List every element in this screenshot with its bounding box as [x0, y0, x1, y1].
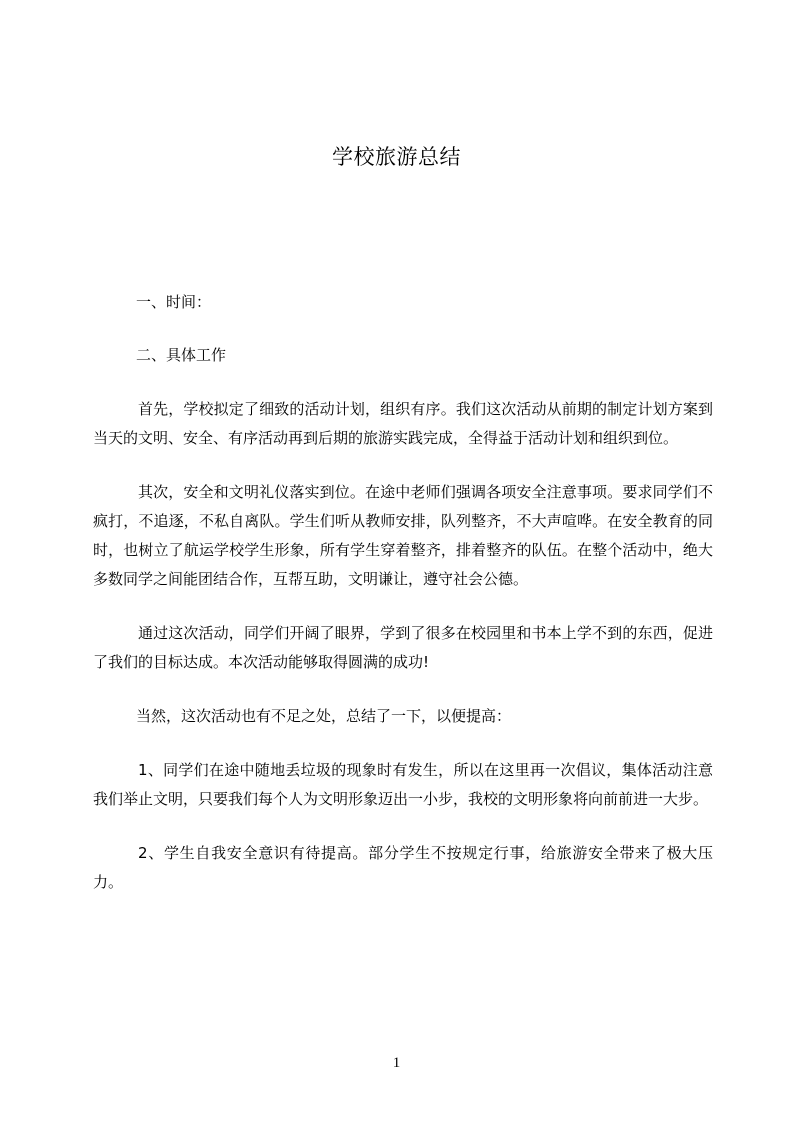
document-title: 学校旅游总结: [332, 145, 461, 169]
paragraph-shortcoming-1: 1、同学们在途中随地丢垃圾的现象时有发生，所以在这里再一次倡议，集体活动注意我们举止文明，只要我们每个人为文明形象迈出一小步，我校的文明形象将向前前进一大步。: [93, 761, 713, 808]
paragraph-planning: 首先，学校拟定了细致的活动计划，组织有序。我们这次活动从前期的制定计划方案到当天的文明、安全、有序活动再到后期的旅游实践完成，全得益于活动计划和组织到位。: [93, 400, 713, 447]
paragraph-safety-etiquette: 其次，安全和文明礼仪落实到位。在途中老师们强调各项安全注意事项。要求同学们不疯打，不追逐，不私自离队。学生们听从教师安排，队列整齐，不大声喧哗。在安全教育的同时，也树立了航运学校学生形象，所有学生穿着整齐，排着整齐的队伍。在整个活动中，绝大多数同学之间能团结合作，互帮互助，文明谦让，遵守社会公德。: [93, 483, 713, 588]
paragraph-shortcomings-intro: 当然，这次活动也有不足之处，总结了一下，以便提高：: [136, 707, 512, 725]
paragraph-shortcoming-2: 2、学生自我安全意识有待提高。部分学生不按规定行事，给旅游安全带来了极大压力。: [93, 844, 713, 891]
document-body: [93, 288, 713, 897]
section-heading-time: 一、时间：: [136, 293, 212, 311]
page-number: 1: [392, 1055, 401, 1071]
section-heading-specific-work: 二、具体工作: [136, 346, 227, 364]
paragraph-results: 通过这次活动，同学们开阔了眼界，学到了很多在校园里和书本上学不到的东西，促进了我们的目标达成。本次活动能够取得圆满的成功!: [93, 624, 713, 671]
